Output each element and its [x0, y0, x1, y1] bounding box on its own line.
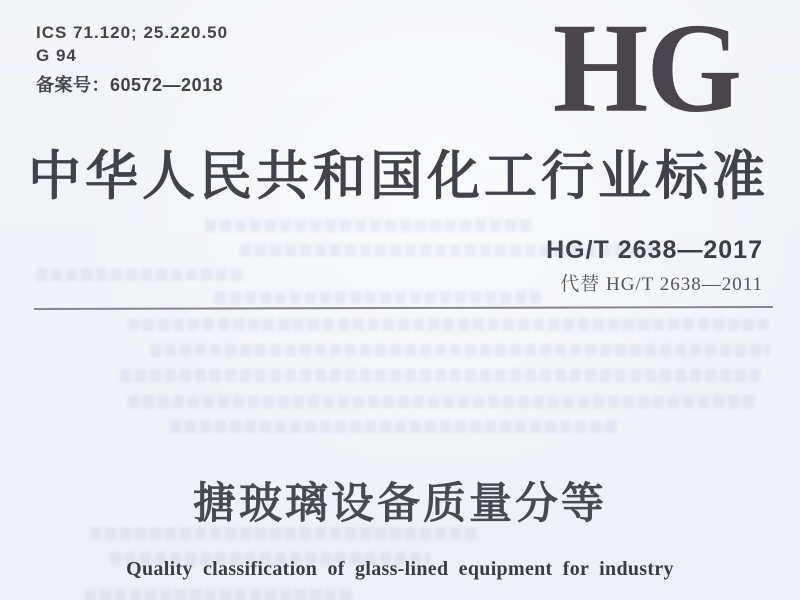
bleed-through-line: [170, 420, 620, 433]
standard-number: HG/T 2638—2017: [546, 236, 763, 264]
bleed-through-line: [215, 291, 545, 304]
document-title-en: Quality classification of glass-lined equipment for industry: [126, 558, 674, 580]
bleed-through-line: [36, 268, 246, 281]
bleed-through-line: [128, 318, 768, 331]
ics-code: ICS 71.120; 25.220.50: [36, 23, 229, 42]
record-number: 备案号：60572—2018: [36, 74, 224, 95]
classification-code: G 94: [36, 46, 77, 66]
metadata-block: [36, 22, 228, 96]
bleed-through-line: [120, 369, 760, 382]
header-rule: [34, 306, 773, 310]
bleed-through-line: [205, 219, 535, 232]
superseded-standard: 代替 HG/T 2638—2011: [560, 274, 763, 295]
bleed-through-line: [150, 344, 770, 357]
standard-caption: 中华人民共和国化工行业标准: [28, 148, 769, 206]
standard-number-block: [546, 236, 763, 296]
bleed-through-line: [128, 395, 758, 408]
document-title-zh: 搪玻璃设备质量分等: [193, 480, 607, 528]
hg-logo: HG: [552, 0, 740, 139]
bleed-through-line: [85, 589, 355, 600]
